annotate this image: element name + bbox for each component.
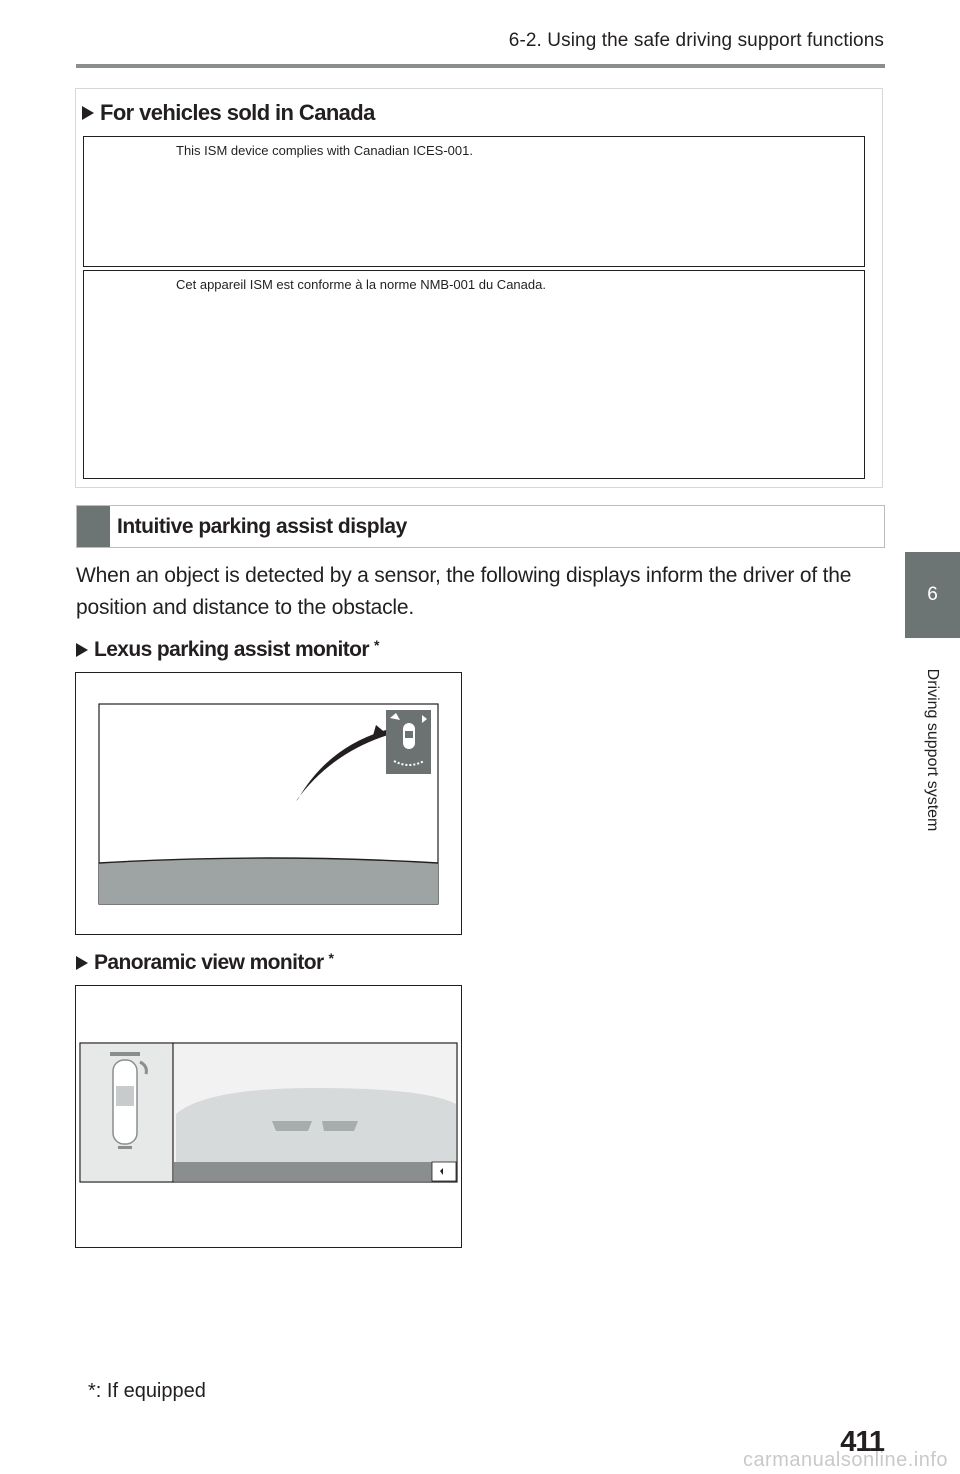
panoramic-monitor-heading [76, 951, 333, 975]
running-header: 6-2. Using the safe driving support functions [508, 30, 884, 51]
canada-heading-text: For vehicles sold in Canada [100, 100, 375, 125]
panoramic-monitor-illustration [76, 986, 461, 1247]
chapter-side-label-text: Driving support system [924, 668, 941, 832]
footnote: *: If equipped [88, 1380, 206, 1402]
lexus-monitor-figure [75, 672, 462, 935]
lexus-monitor-heading [76, 638, 379, 662]
page-number: 411 [840, 1426, 884, 1458]
equipped-mark: * [373, 637, 379, 653]
equipped-mark: * [328, 950, 334, 966]
panoramic-monitor-heading-text: Panoramic view monitor [94, 951, 324, 974]
lexus-monitor-illustration [76, 673, 461, 934]
section-header-block [77, 506, 110, 547]
notice-french-text: Cet appareil ISM est conforme à la norme NMB-001 du Canada. [176, 277, 546, 292]
section-header [76, 505, 885, 548]
intro-paragraph: When an object is detected by a sensor, the following displays inform the driver of the position and distance to the obstacle. [76, 564, 852, 619]
watermark: carmanualsonline.info [742, 1449, 948, 1471]
lexus-monitor-heading-text: Lexus parking assist monitor [94, 638, 369, 661]
chapter-number: 6 [927, 584, 938, 605]
section-title: Intuitive parking assist display [117, 515, 407, 538]
header-rule [76, 64, 885, 68]
triangle-bullet-icon [76, 643, 88, 657]
notice-english-text: This ISM device complies with Canadian ICES-001. [176, 143, 473, 158]
triangle-bullet-icon [76, 956, 88, 970]
canada-heading [82, 100, 375, 126]
chapter-tab [905, 552, 960, 638]
notice-french [83, 270, 865, 479]
notice-english [83, 136, 865, 267]
triangle-bullet-icon [82, 106, 94, 120]
panoramic-monitor-figure [75, 985, 462, 1248]
